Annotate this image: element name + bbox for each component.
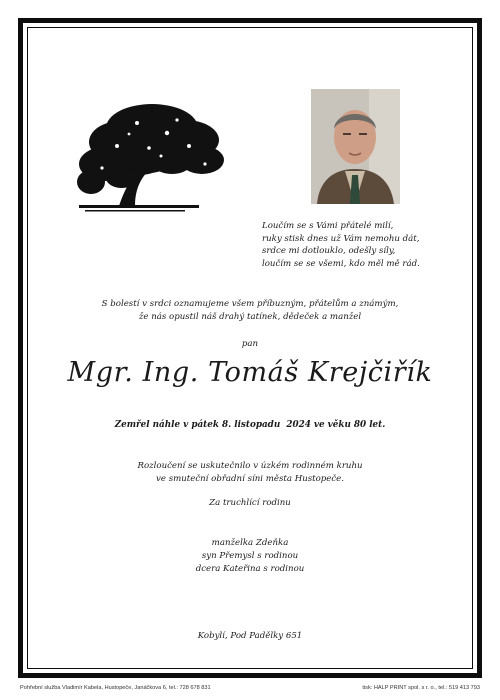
family-member: manželka Zdeňka xyxy=(211,538,289,548)
mourners-intro: Za truchlící rodinu xyxy=(209,498,291,508)
farewell-line: Rozloučení se uskutečnilo v úzkém rodinném kruhu xyxy=(137,461,363,471)
family-member: dcera Kateřina s rodinou xyxy=(195,564,305,574)
print-credit: tisk: HALP PRINT spol. s r. o., tel.: 519 413 793 xyxy=(362,685,480,691)
announcement-line: že nás opustil náš drahý tatínek, dědeček a manžel xyxy=(138,312,362,322)
tree-silhouette-icon xyxy=(77,98,227,223)
funeral-service-credit: Pohřební služba Vladimír Kabela, Hustopeče, Janáčkova 6, tel.: 728 678 831 xyxy=(20,685,211,691)
family-list xyxy=(0,537,500,576)
death-notice: Zemřel náhle v pátek 8. listopadu 2024 ve věku 80 let. xyxy=(114,420,386,430)
farewell-line: ve smuteční obřadní síni města Hustopeče. xyxy=(156,474,344,484)
portrait-photo xyxy=(311,89,400,204)
poem-line: srdce mi dotlouklo, odešly síly, xyxy=(262,246,396,257)
farewell-info xyxy=(0,460,500,486)
deceased-name: Mgr. Ing. Tomáš Krejčiřík xyxy=(67,357,433,388)
poem-line: ruky stisk dnes už Vám nemohu dát, xyxy=(262,233,420,244)
announcement-line: S bolestí v srdci oznamujeme všem příbuzným, přátelům a známým, xyxy=(101,299,399,309)
announcement xyxy=(0,298,500,324)
family-member: syn Přemysl s rodinou xyxy=(201,551,299,561)
poem-line: Loučím se s Vámi přátelé milí, xyxy=(262,221,394,231)
address: Kobylí, Pod Padělky 651 xyxy=(197,631,303,641)
poem xyxy=(262,220,472,270)
honorific: pan xyxy=(241,339,259,349)
poem-line: loučím se se všemi, kdo měl mě rád. xyxy=(262,258,420,269)
